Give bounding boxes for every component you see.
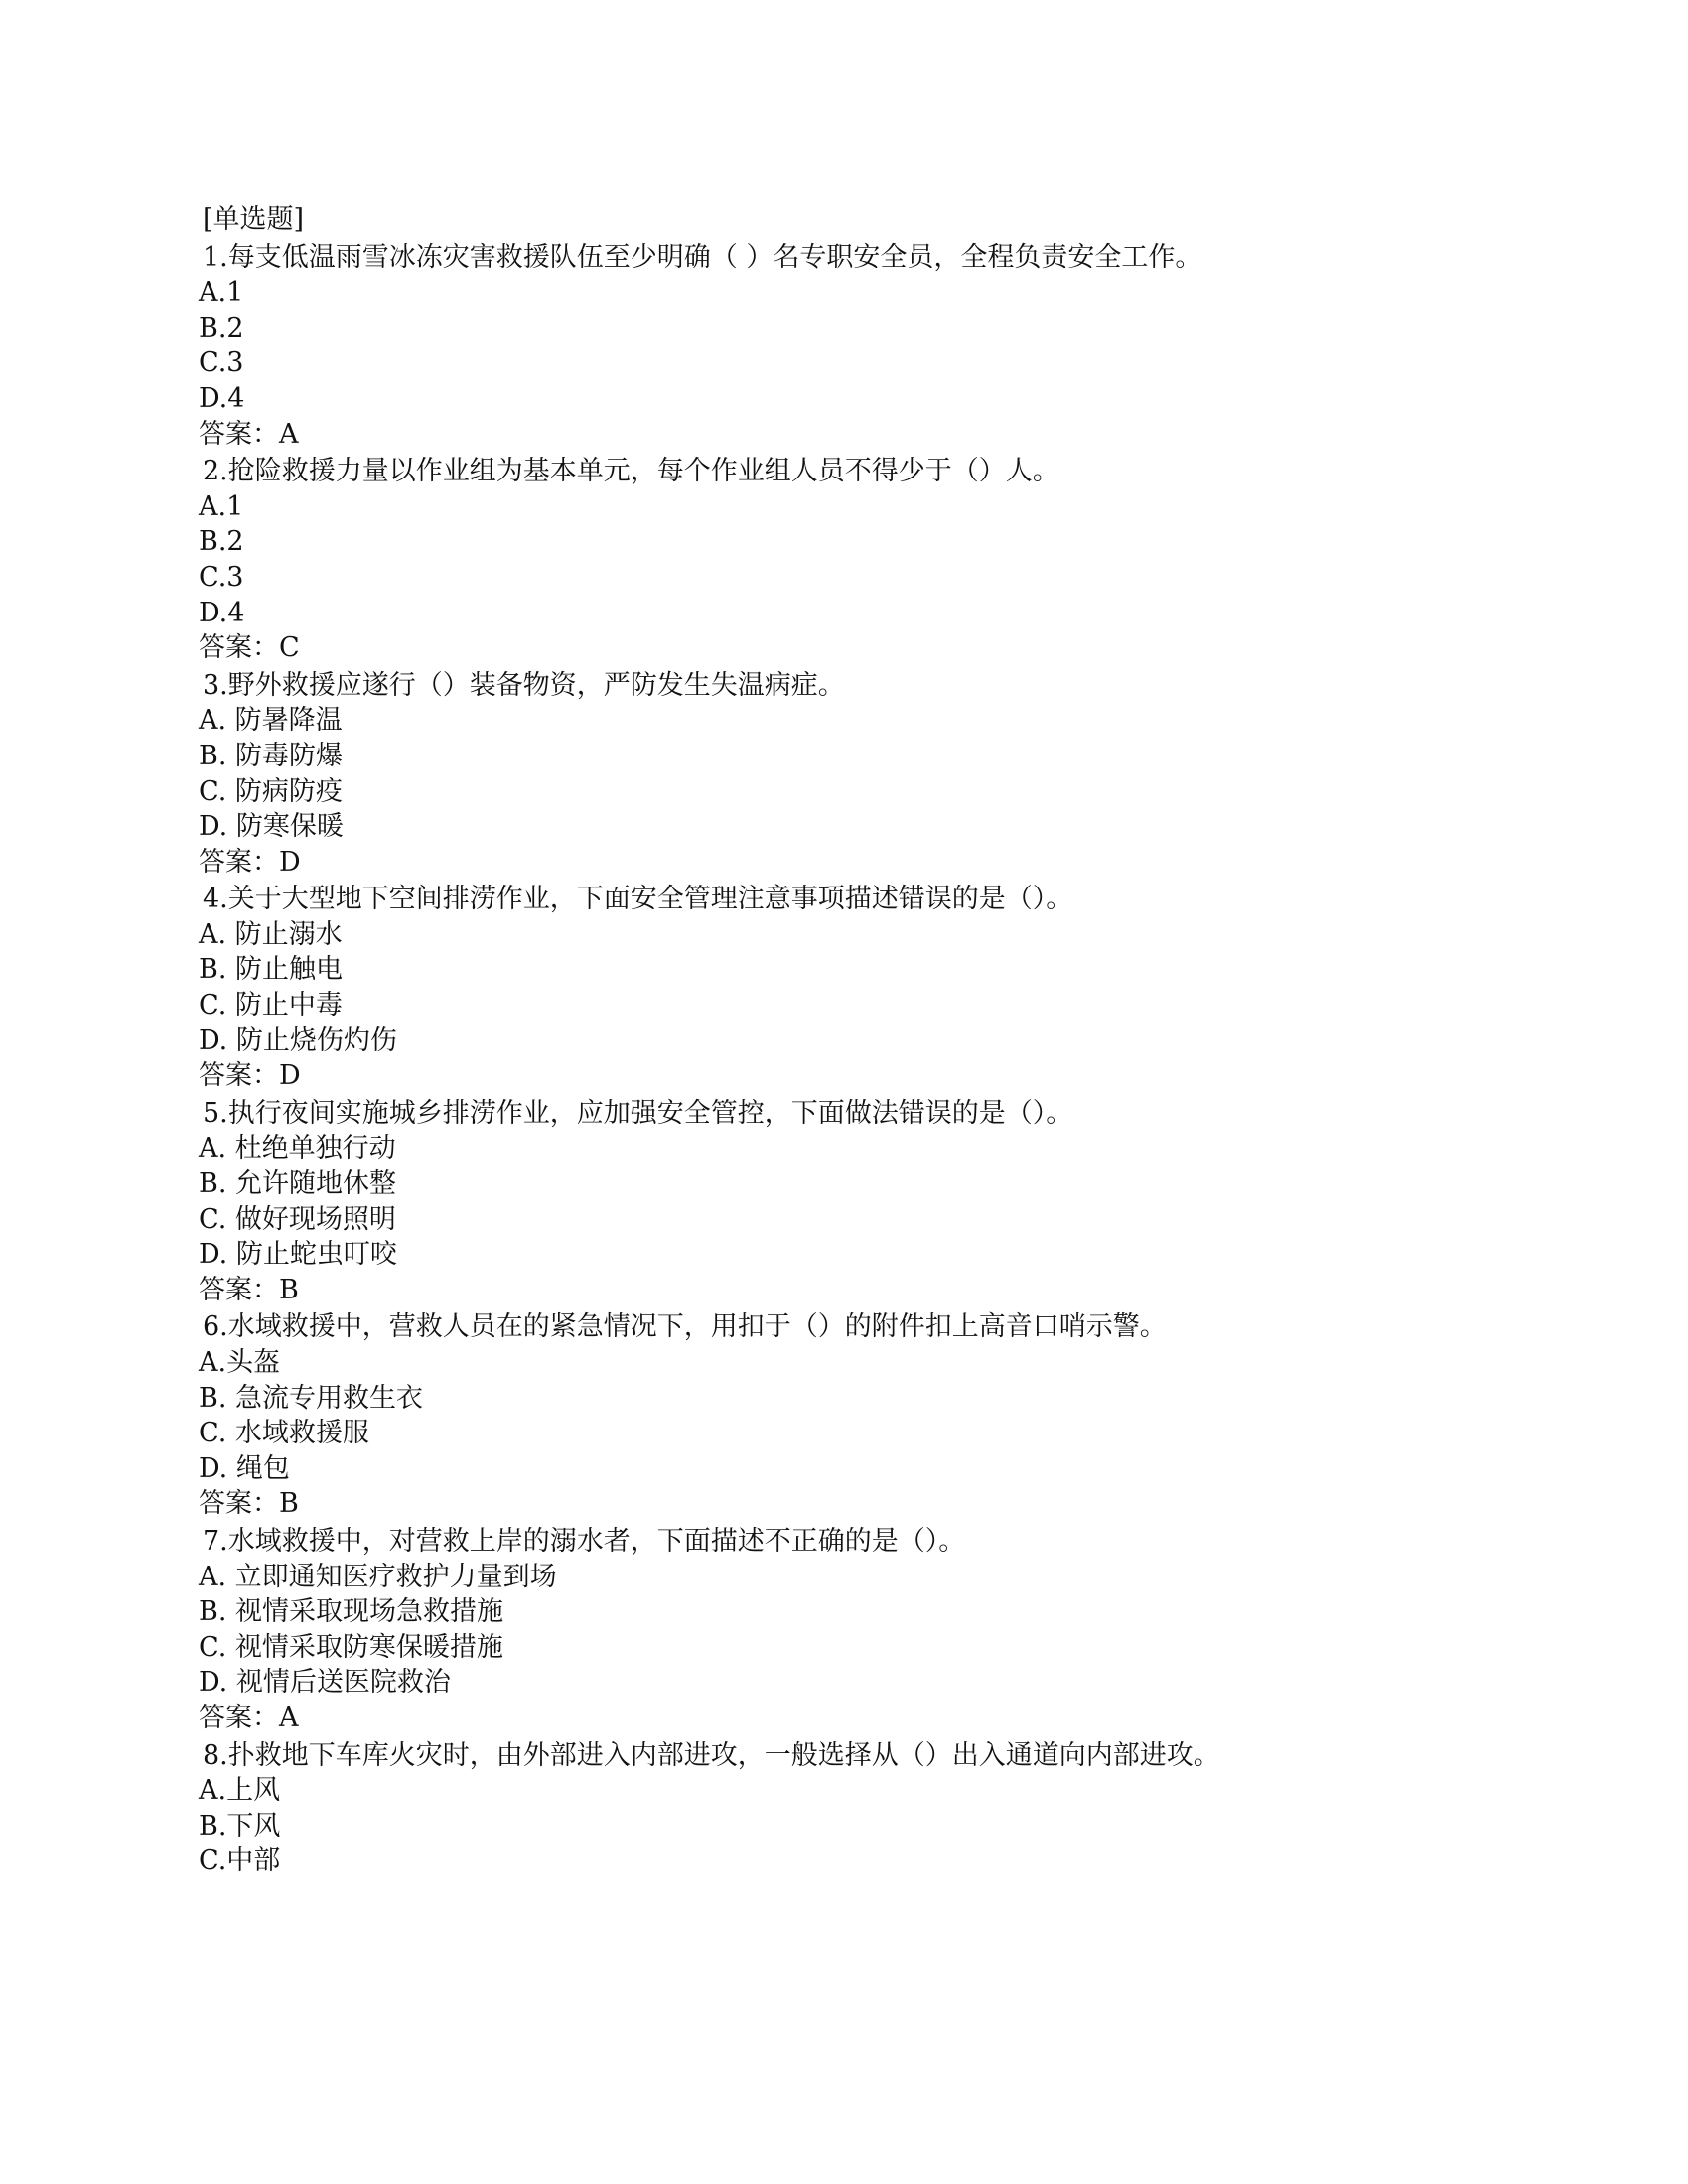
section-title: [单选题] (203, 205, 305, 235)
option-a: A.1 (199, 277, 244, 309)
option-d: D. 防止蛇虫叮咬 (199, 1239, 397, 1271)
question-block (199, 454, 1509, 666)
answer-text: 答案：D (199, 1060, 301, 1092)
question-text: 5.执行夜间实施城乡排涝作业，应加强安全管控，下面做法错误的是（）。 (203, 1097, 1073, 1129)
question-block (199, 1309, 1509, 1522)
option-a: A.头盔 (199, 1347, 281, 1378)
option-c: C.3 (199, 347, 244, 379)
question-block (199, 882, 1509, 1094)
question-text: 8.扑救地下车库火灾时，由外部进入内部进攻，一般选择从（）出入通道向内部进攻。 (203, 1739, 1220, 1771)
answer-text: 答案：B (199, 1488, 299, 1520)
option-a: A. 杜绝单独行动 (199, 1133, 396, 1164)
question-text: 1.每支低温雨雪冰冻灾害救援队伍至少明确（ ）名专职安全员，全程负责安全工作。 (203, 241, 1202, 273)
option-b: B. 允许随地休整 (199, 1168, 397, 1200)
option-c: C. 防止中毒 (199, 990, 343, 1022)
option-b: B.2 (199, 312, 244, 343)
option-d: D. 视情后送医院救治 (199, 1667, 451, 1699)
question-block (199, 1738, 1509, 1879)
document-body (199, 203, 1509, 1879)
answer-text: 答案：A (199, 418, 299, 450)
answer-text: 答案：C (199, 632, 300, 664)
option-b: B. 视情采取现场急救措施 (199, 1596, 504, 1628)
question-block (199, 1524, 1509, 1736)
option-d: D. 防止烧伤灼伤 (199, 1024, 397, 1056)
answer-text: 答案：D (199, 846, 301, 878)
option-c: C. 做好现场照明 (199, 1203, 396, 1235)
option-a: A.1 (199, 490, 244, 522)
option-d: D.4 (199, 597, 245, 628)
option-d: D. 防寒保暖 (199, 811, 344, 843)
option-b: B. 防毒防爆 (199, 740, 344, 771)
option-b: B. 防止触电 (199, 954, 344, 986)
option-c: C. 视情采取防寒保暖措施 (199, 1631, 503, 1663)
question-text: 4.关于大型地下空间排涝作业，下面安全管理注意事项描述错误的是（）。 (203, 884, 1073, 915)
question-text: 3.野外救援应遂行（）装备物资，严防发生失温病症。 (203, 669, 845, 701)
option-c: C.3 (199, 561, 244, 593)
option-c: C.中部 (199, 1845, 281, 1877)
question-block (199, 668, 1509, 881)
question-block (199, 240, 1509, 453)
question-block (199, 1096, 1509, 1308)
option-c: C. 防病防疫 (199, 775, 343, 807)
option-a: A.上风 (199, 1775, 281, 1807)
question-text: 2.抢险救援力量以作业组为基本单元，每个作业组人员不得少于（）人。 (203, 456, 1059, 487)
question-text: 6.水域救援中，营救人员在的紧急情况下，用扣于（）的附件扣上高音口哨示警。 (203, 1311, 1167, 1343)
option-b: B.2 (199, 526, 244, 558)
answer-text: 答案：A (199, 1702, 299, 1733)
option-b: B.下风 (199, 1810, 281, 1842)
option-d: D.4 (199, 382, 245, 414)
option-c: C. 水域救援服 (199, 1418, 369, 1449)
option-a: A. 防止溺水 (199, 918, 343, 950)
answer-text: 答案：B (199, 1274, 299, 1305)
option-d: D. 绳包 (199, 1452, 290, 1484)
option-a: A. 立即通知医疗救护力量到场 (199, 1561, 557, 1592)
question-text: 7.水域救援中，对营救上岸的溺水者，下面描述不正确的是（）。 (203, 1525, 966, 1557)
option-b: B. 急流专用救生衣 (199, 1382, 424, 1414)
option-a: A. 防暑降温 (199, 705, 343, 737)
